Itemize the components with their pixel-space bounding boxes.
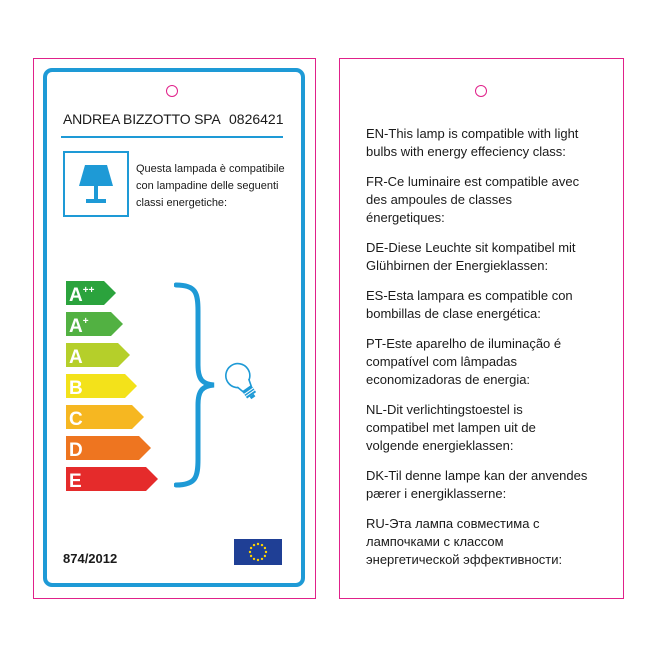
translation-pt [366, 335, 621, 389]
energy-class-d [66, 436, 151, 461]
energy-class-a [66, 343, 130, 368]
eu-flag-icon [234, 539, 282, 565]
translation-line: economizadoras de energia: [366, 372, 531, 387]
eu-star [250, 547, 252, 549]
svg-text:A: A [69, 347, 83, 368]
translation-de [366, 239, 621, 275]
energy-class-a-plus [66, 312, 123, 337]
eu-star [253, 544, 255, 546]
translation-line: FR-Ce luminaire est compatible avec [366, 174, 580, 189]
svg-text:C: C [69, 409, 83, 430]
translation-fr [366, 173, 621, 227]
compatibility-line: Questa lampada è compatibile [136, 163, 285, 175]
translation-line: pærer i energiklasserne: [366, 486, 507, 501]
translation-line: EN-This lamp is compatible with light [366, 126, 579, 141]
eu-star [253, 558, 255, 560]
translation-en [366, 125, 621, 161]
light-bulb-icon [222, 357, 264, 409]
svg-text:E: E [69, 471, 82, 491]
label-card-right [339, 58, 624, 599]
translation-line: bombillas de clase energética: [366, 306, 541, 321]
translation-line: DE-Diese Leuchte sit kompatibel mit [366, 240, 576, 255]
eu-star [264, 555, 266, 557]
product-code: 0826421 [229, 111, 284, 127]
compatibility-line: con lampadine delle seguenti [136, 180, 279, 192]
hang-hole [475, 85, 487, 97]
translation-line: ES-Esta lampara es compatible con [366, 288, 573, 303]
translation-line: bulbs with energy effeciency class: [366, 144, 566, 159]
translation-line: RU-Эта лампа совместима с [366, 516, 540, 531]
translation-line: лампочками с классом [366, 534, 504, 549]
regulation-number: 874/2012 [63, 551, 118, 566]
translation-dk [366, 467, 621, 503]
compatibility-text [136, 161, 316, 212]
energy-class-a-plus-plus [66, 281, 116, 306]
lamp-icon [63, 151, 129, 217]
svg-text:B: B [69, 378, 83, 399]
translation-ru [366, 515, 621, 569]
eu-star [257, 559, 259, 561]
brace-icon [174, 281, 222, 489]
eu-star [265, 551, 267, 553]
translation-line: NL-Dit verlichtingstoestel is [366, 402, 523, 417]
translation-line: DK-Til denne lampe kan der anvendes [366, 468, 588, 483]
company-name: ANDREA BIZZOTTO SPA [63, 111, 221, 127]
energy-class-b [66, 374, 137, 399]
eu-star [249, 551, 251, 553]
svg-text:A++: A++ [69, 285, 95, 306]
eu-star [264, 547, 266, 549]
eu-star [261, 558, 263, 560]
translation-nl [366, 401, 621, 455]
translation-line: PT-Este aparelho de iluminação é [366, 336, 562, 351]
header-divider [61, 136, 283, 138]
label-card-left [33, 58, 316, 599]
translation-es [366, 287, 621, 323]
energy-class-ladder [66, 281, 166, 491]
energy-class-c [66, 405, 144, 430]
translation-line: des ampoules de classes [366, 192, 512, 207]
translation-line: compatibel met lampen uit de [366, 420, 536, 435]
eu-star [261, 544, 263, 546]
svg-text:D: D [69, 440, 83, 461]
translation-line: compatível com lâmpadas [366, 354, 518, 369]
eu-star [250, 555, 252, 557]
compatibility-line: classi energetiche: [136, 197, 228, 209]
translation-line: Glühbirnen der Energieklassen: [366, 258, 549, 273]
translations-list [366, 125, 621, 581]
translation-line: энергетической эффективности: [366, 552, 563, 567]
translation-line: volgende energieklassen: [366, 438, 514, 453]
eu-star [257, 543, 259, 545]
energy-class-e [66, 467, 158, 491]
translation-line: énergetiques: [366, 210, 445, 225]
svg-text:A+: A+ [69, 316, 89, 337]
